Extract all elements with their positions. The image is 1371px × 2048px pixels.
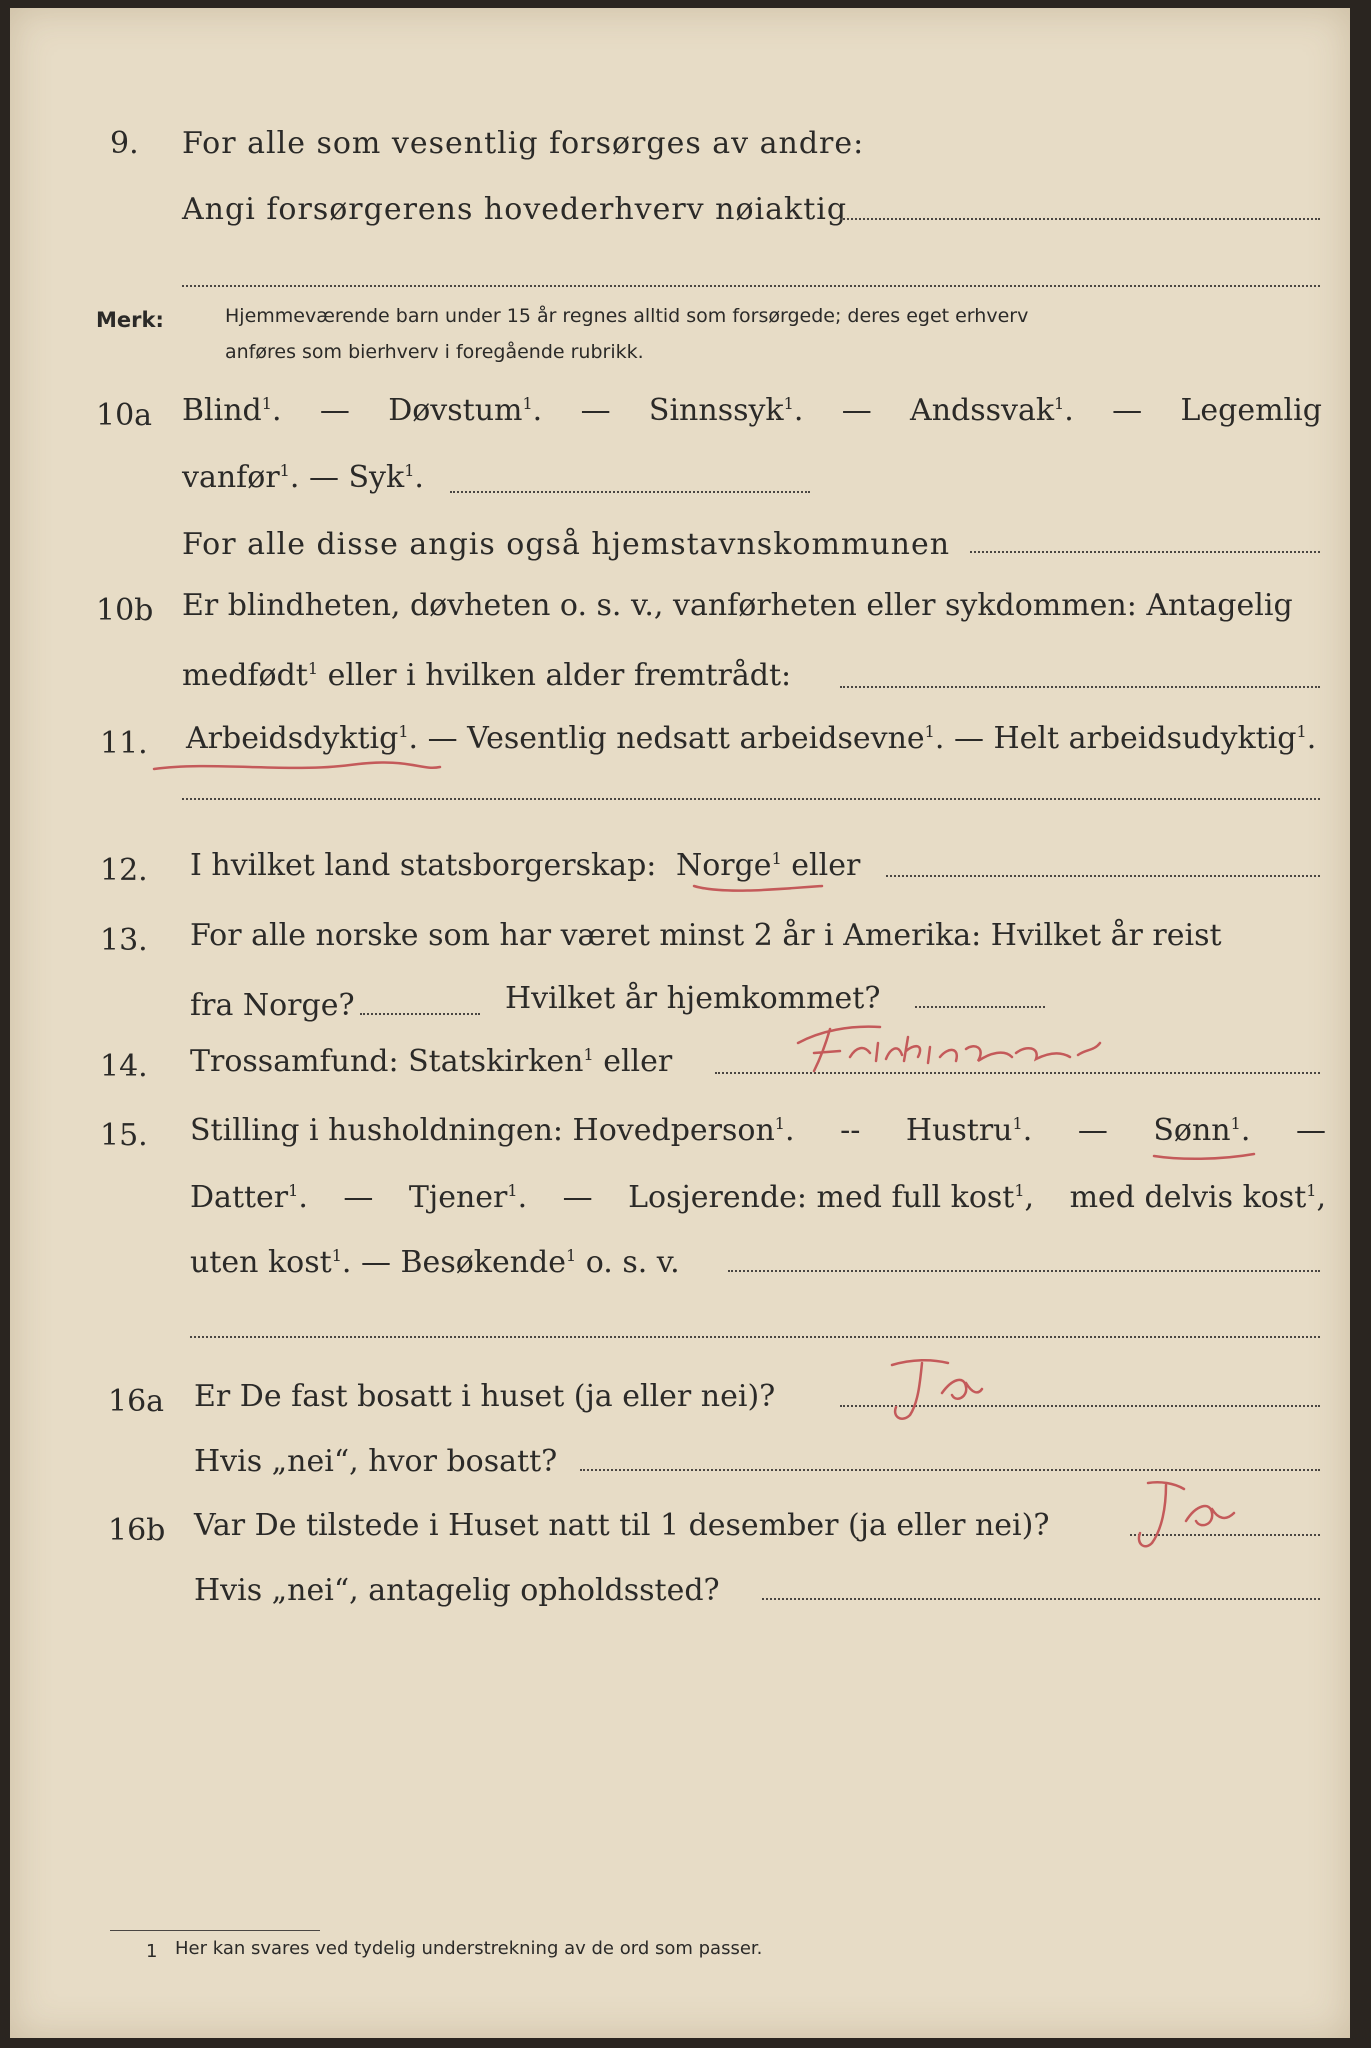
handwritten-ja-16b [1130,1473,1240,1563]
q16b-opholdssted-line [762,1598,1320,1600]
underline-sonn [1150,1148,1260,1168]
q9-line2: Angi forsørgerens hovederhverv nøiaktig [182,192,848,227]
handwritten-frikirken [790,1013,1110,1083]
dash: — [841,393,872,428]
q13-hjem-line [915,1006,1045,1008]
q12-answer-line [886,875,1320,877]
q16a-bosatt-line [580,1469,1320,1471]
q16a-line1: Er De fast bosatt i huset (ja eller nei)? [194,1379,776,1414]
merk-line1: Hjemmeværende barn under 15 år regnes alltid som forsørgede; deres eget erhverv [225,305,1029,327]
q15-line3 [190,1245,680,1280]
q10a-number: 10a [96,398,153,433]
underline-arbeidsdyktig [150,753,450,783]
dash: — [953,721,984,756]
q12-number: 12. [100,853,148,888]
option-norge: Norge$^1$ [675,848,782,883]
option-dovstum: Døvstum$^1$. [388,393,543,428]
q15-number: 15. [100,1118,148,1153]
dash: — [427,721,458,756]
merk-label: Merk: [96,308,164,332]
census-form-page [10,8,1350,2038]
q10b-answer-line [840,686,1320,688]
q13-fra-line [360,1013,480,1015]
option-datter: Datter$^1$. [190,1180,308,1215]
dash: — [308,460,339,495]
dash: — [1295,1113,1326,1148]
option-tjener: Tjener$^1$. [408,1180,528,1215]
q9-answer-line-2 [182,285,1320,287]
q10a-line2 [182,460,424,495]
q12-line [190,848,860,883]
option-andssvak: Andssvak$^1$. [910,393,1074,428]
q11-options [186,721,1316,756]
option-statskirken: Trossamfund: Statskirken$^1$ [190,1044,594,1079]
q9-number: 9. [110,126,139,161]
q15-line2 [190,1180,1326,1215]
option-medfodt: medfødt$^1$ [182,658,319,693]
option-sonn: Sønn$^1$. [1153,1113,1251,1148]
dash: — [580,393,611,428]
q12-text: I hvilket land statsborgerskap: [190,848,657,883]
q15-answer-line [728,1270,1320,1272]
footnote-mark: 1 [146,1941,158,1962]
option-arbeidsdyktig: Arbeidsdyktig$^1$. [186,721,419,756]
q9-line1: For alle som vesentlig forsørges av andre: [182,126,865,161]
q15-osv: o. s. v. [585,1245,680,1280]
footnote-rule [110,1930,320,1931]
merk-line2: anføres som bierhverv i foregående rubrikk. [225,341,644,363]
q10b-number: 10b [96,593,154,628]
option-sinnssyk: Sinnssyk$^1$. [648,393,804,428]
q10a-hjemstavn-line [970,551,1320,553]
q15-answer-line-2 [190,1336,1320,1338]
q16b-line2: Hvis „nei“, antagelig opholdssted? [194,1573,720,1608]
q9-answer-line [840,218,1320,220]
q12-eller: eller [791,848,861,883]
option-nedsatt: Vesentlig nedsatt arbeidsevne$^1$. [467,721,945,756]
q16b-line1: Var De tilstede i Huset natt til 1 desember (ja eller nei)? [194,1508,1050,1543]
q10a-answer-line [450,491,810,493]
q10b-line1: Er blindheten, døvheten o. s. v., vanførheten eller sykdommen: Antagelig [182,588,1293,623]
q11-answer-line [182,798,1320,800]
option-udyktig: Helt arbeidsudyktig$^1$. [993,721,1317,756]
dash: — [1112,393,1143,428]
dash: — [360,1245,391,1280]
q10a-line1 [182,393,1322,428]
handwritten-ja-16a [882,1353,992,1433]
option-uten-kost: uten kost$^1$. [190,1245,352,1280]
q14-line [190,1044,672,1079]
q14-eller: eller [603,1044,673,1079]
option-delvis-kost: med delvis kost$^1$, [1069,1180,1326,1215]
dash: — [562,1180,593,1215]
option-legemlig: Legemlig [1180,393,1322,428]
option-hustru: Hustru$^1$. [905,1113,1033,1148]
dash: — [319,393,350,428]
q10a-line3: For alle disse angis også hjemstavnskommunen [182,527,951,562]
q16a-number: 16a [108,1384,165,1419]
q15-line1 [190,1113,1326,1148]
option-hovedperson: Stilling i husholdningen: Hovedperson$^1$. [190,1113,795,1148]
q11-number: 11. [100,726,148,761]
option-besokende: Besøkende$^1$ [400,1245,577,1280]
underline-norge [690,880,830,900]
option-blind: Blind$^1$. [182,393,282,428]
option-vanfor: vanfør$^1$. [182,460,300,495]
q13-line1: For alle norske som har været minst 2 år i Amerika: Hvilket år reist [190,918,1222,953]
option-syk: Syk$^1$. [348,460,424,495]
dash: — [1077,1113,1108,1148]
q13-hjem: Hvilket år hjemkommet? [505,981,881,1016]
option-losjerende: Losjerende: med full kost$^1$, [628,1180,1035,1215]
q14-number: 14. [100,1049,148,1084]
dash: — [343,1180,374,1215]
footnote-text: Her kan svares ved tydelig understrekning av de ord som passer. [175,1938,763,1959]
q13-fra: fra Norge? [190,988,355,1023]
q10b-line2 [182,658,791,693]
q10b-rest: eller i hvilken alder fremtrådt: [327,658,792,693]
q16b-number: 16b [108,1513,166,1548]
q16a-line2: Hvis „nei“, hvor bosatt? [194,1444,558,1479]
dash: -- [840,1113,861,1148]
q13-number: 13. [100,923,148,958]
